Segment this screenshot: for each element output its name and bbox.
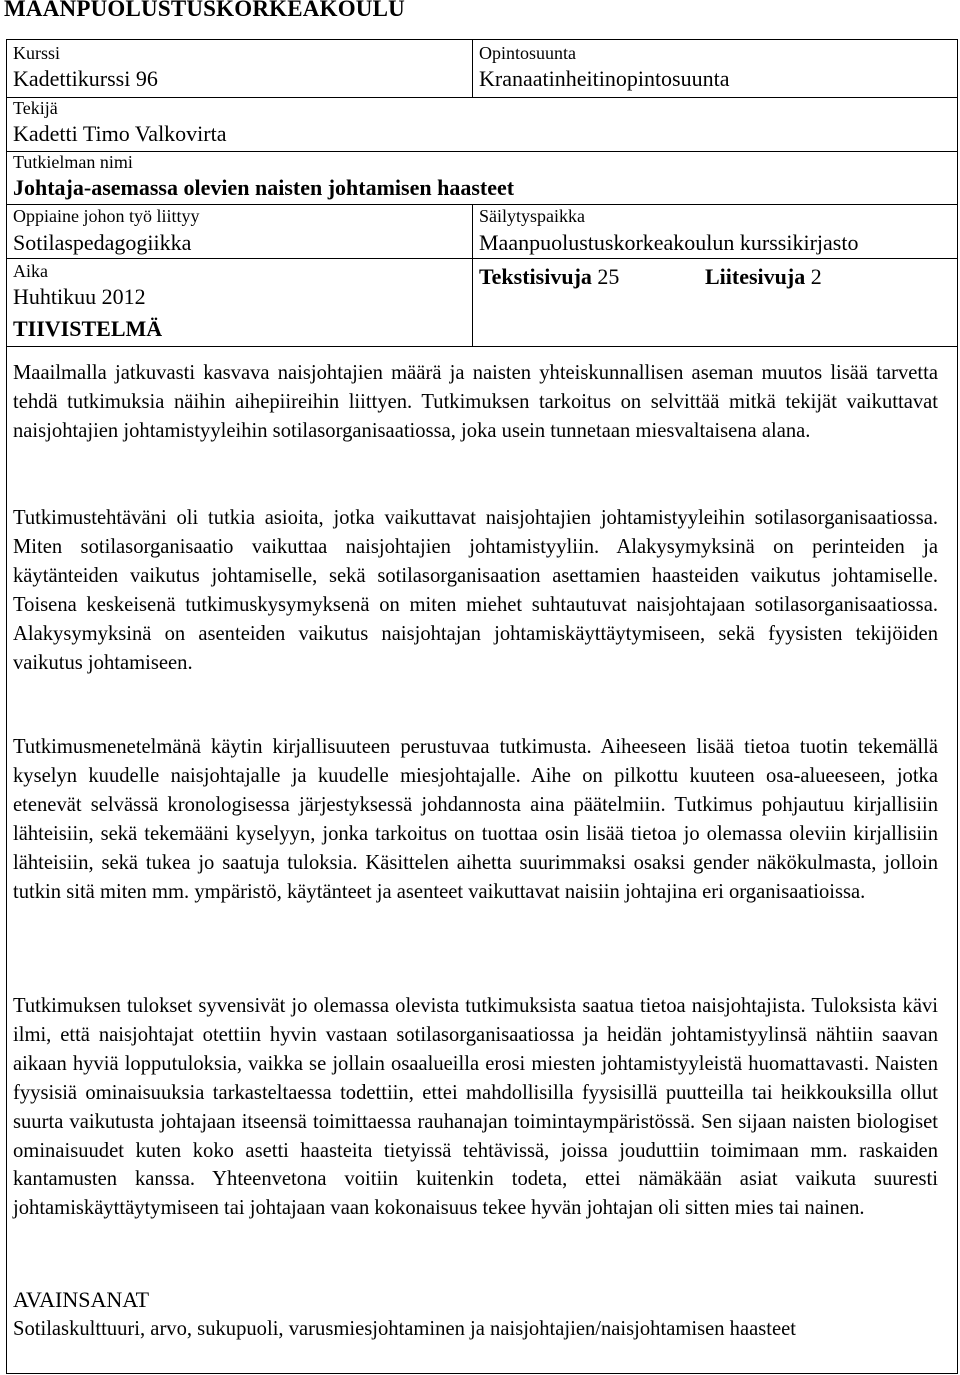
text-pages: [479, 265, 619, 289]
appendix-pages-value: 2: [810, 264, 822, 289]
divider: [472, 258, 473, 346]
divider: [472, 40, 473, 97]
author-value: Kadetti Timo Valkovirta: [13, 121, 227, 146]
abstract-paragraph: Tutkimustehtäväni oli tutkia asioita, jotka vaikuttavat naisjohtajien johtamistyyleihin sotilasorganisaatiossa. Miten sotilasorganisaatio vaikuttaa naisjohtajien johtamistyyliin. Alakysymyksinä on perinteiden ja käytänteiden vaikutus johtamiselle, sekä sotilasorganisaation asettamien haasteiden vaikutus johtamiselle. Toisena keskeisenä tutkimuskysymyksenä on miten miehet suhtautuvat naisjohtajaan sotilasorganisaatiossa. Alakysymyksinä on asenteiden vaikutus naisjohtajan johtamiskäyttäytymiseen, sekä fyysisten tekijöiden vaikutus johtamiseen.: [13, 507, 938, 674]
abstract-paragraph: Maailmalla jatkuvasti kasvava naisjohtajien määrä ja naisten yhteiskunnallisen aseman muutos lisää tarvetta tehdä tutkimuksia näihin aihepiireihin liittyen. Tutkimuksen tarkoitus on selvittää mitkä tekijät vaikuttavat naisjohtajien johtamistyyleihin sotilasorganisaatiossa, joka usein tunnetaan miesvaltaisena alana.: [13, 362, 938, 442]
study-line-label: Opintosuunta: [479, 43, 576, 63]
text-pages-label: Tekstisivuja: [479, 264, 592, 289]
text-pages-value: 25: [597, 264, 620, 289]
keywords-heading: AVAINSANAT: [13, 1287, 150, 1312]
author-label: Tekijä: [13, 98, 58, 118]
divider: [472, 204, 473, 258]
divider: [7, 151, 957, 152]
divider: [7, 258, 957, 259]
course-label: Kurssi: [13, 43, 61, 63]
abstract-paragraph: Tutkimuksen tulokset syvensivät jo olemassa olevista tutkimuksista saatua tietoa naisjohtajista. Tuloksista kävi ilmi, että naisjohtajat otettiin hyvin vastaan sotilasorganisaatiossa ja heidän johtamistyylinsä nähtiin saavan aikaan hyviä lopputuloksia, vaikka se jollain osaalueilla erosi miesten johtamistyyleistä huomattavasti. Naisten fyysisiä ominaisuuksia tarkasteltaessa todettiin, ettei mahdollisilla fyysisillä puutteilla tai heikkouksilla ollut suurta vaikutusta johtajaan itseensä toimittaessa rauhanajan toimintaympäristössä. Sen sijaan naisten biologiset ominaisuudet kuten koko asetti haasteita tietyissä tehtävissä, joissa jouduttiin toimimaan mm. raskaiden kantamusten kanssa. Yhteenvetona voitiin kuitenkin todeta, ettei nämäkään asiat vaikuta suuresti johtamiskäyttäytymiseen tai johtajaan vaan kokonaisuus tekee hyvän johtajan oli sitten mies tai nainen.: [13, 995, 938, 1220]
study-line-value: Kranaatinheitinopintosuunta: [479, 66, 730, 91]
abstract-paragraph: Tutkimusmenetelmänä käytin kirjallisuuteen perustuvaa tutkimusta. Aiheeseen lisää tietoa tuotin tekemällä kyselyn kuudelle naisjohtajalle ja kuudelle miesjohtajalle. Aihe on pilkottu kuuteen osa-alueeseen, jotka etenevät selvässä kronologisessa järjestyksessä johdannosta aina päätelmiin. Tutkimus pohjautuu kirjallisiin lähteisiin, sekä tekemääni kyselyyn, jonka tarkoitus on tuottaa osin lisää tietoa jo olemassa oleviin kirjallisiin lähteisiin, sekä tukea jo saatuja tuloksia. Käsittelen aihetta suurimmaksi osaksi gender näkökulmasta, jolloin tutkin sitä miten mm. ympäristö, käytänteet ja asenteet vaikuttavat naisiin johtajina eri organisaatioissa.: [13, 736, 938, 903]
appendix-pages: [705, 265, 822, 289]
divider: [7, 204, 957, 205]
storage-value: Maanpuolustuskorkeakoulun kurssikirjasto: [479, 230, 859, 255]
organization-title: MAANPUOLUSTUSKORKEAKOULU: [4, 0, 405, 21]
appendix-pages-label: Liitesivuja: [705, 264, 806, 289]
divider: [7, 97, 957, 98]
course-value: Kadettikurssi 96: [13, 66, 158, 91]
thesis-title-value: Johtaja-asemassa olevien naisten johtamisen haasteet: [13, 175, 515, 200]
thesis-title-label: Tutkielman nimi: [13, 152, 133, 172]
keywords-text: Sotilaskulttuuri, arvo, sukupuoli, varusmiesjohtaminen ja naisjohtajien/naisjohtamisen haasteet: [13, 1318, 796, 1340]
abstract-heading: TIIVISTELMÄ: [13, 316, 163, 341]
subject-value: Sotilaspedagogiikka: [13, 230, 192, 255]
divider: [7, 346, 957, 347]
subject-label: Oppiaine johon työ liittyy: [13, 206, 200, 226]
storage-label: Säilytyspaikka: [479, 206, 585, 226]
time-label: Aika: [13, 261, 48, 281]
time-value: Huhtikuu 2012: [13, 284, 146, 309]
thesis-abstract-form: [6, 39, 958, 1374]
